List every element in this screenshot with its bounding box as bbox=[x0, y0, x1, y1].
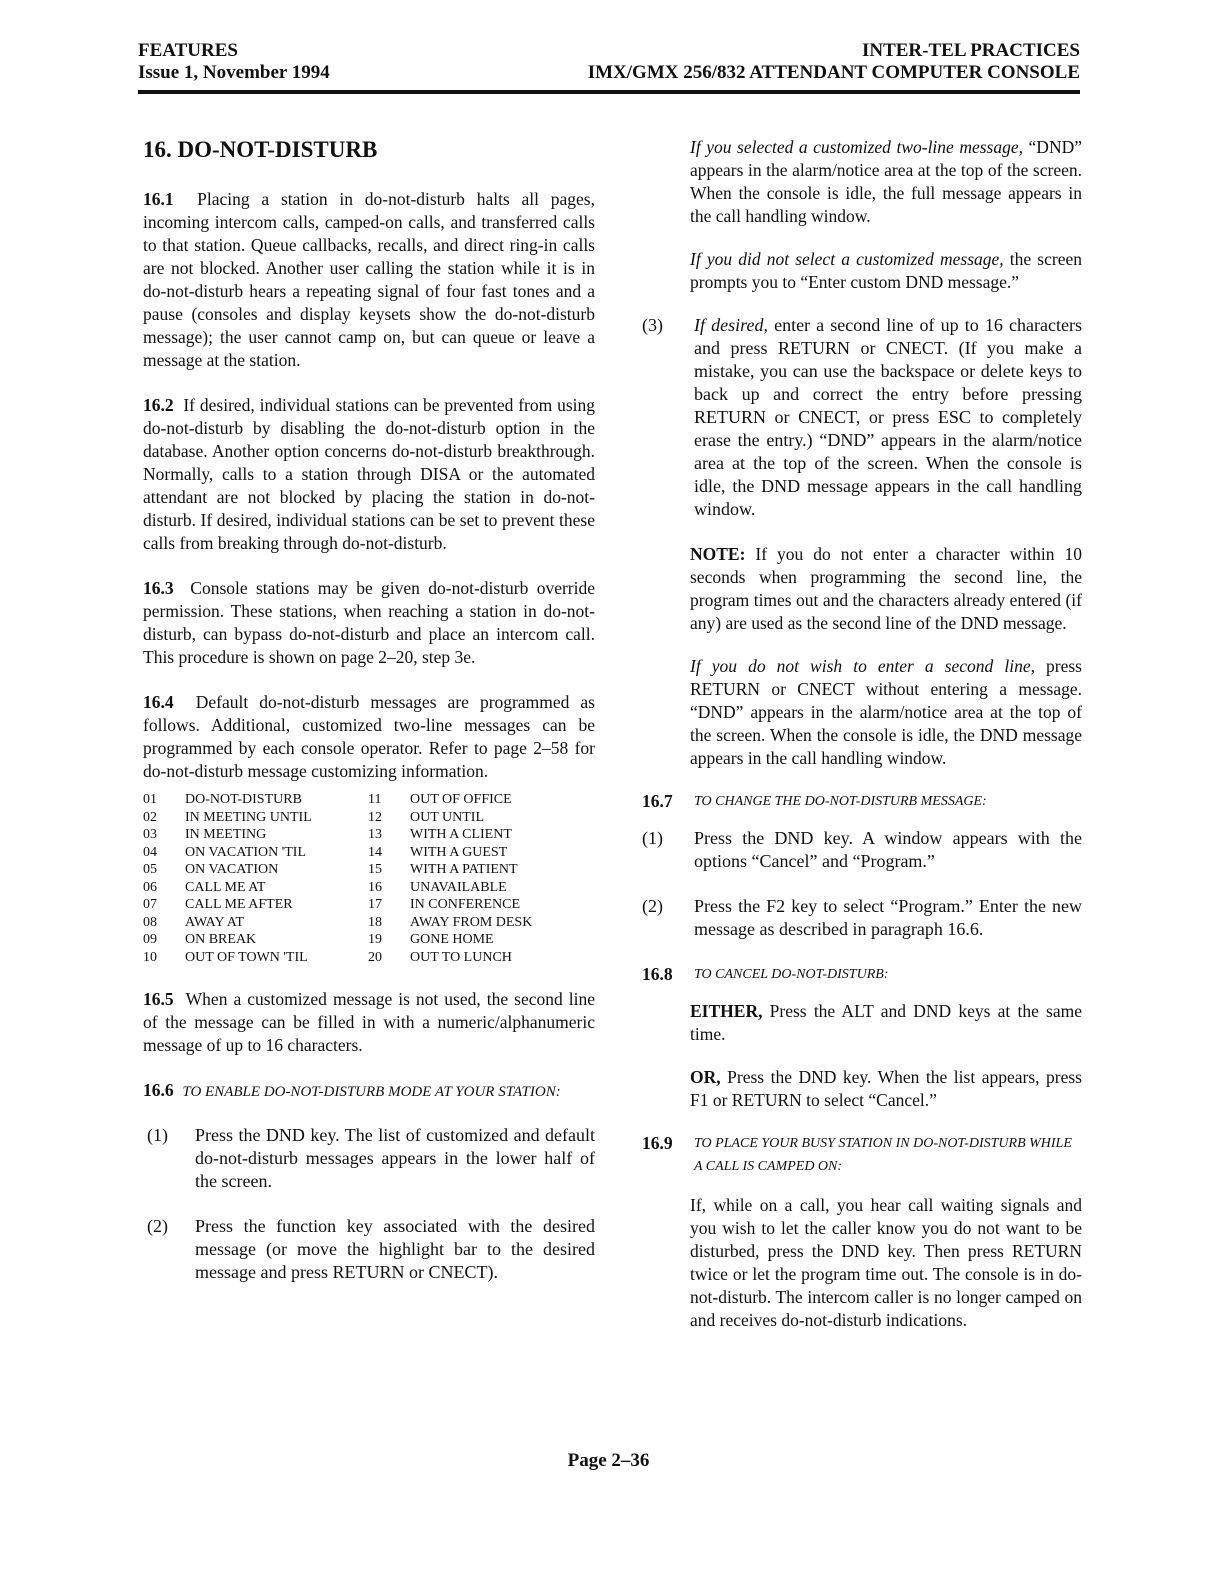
no-second-line-result bbox=[690, 655, 1082, 770]
step-number: (3) bbox=[642, 315, 663, 335]
step-number: (1) bbox=[642, 828, 663, 848]
note-text: If you do not enter a character within 10 seconds when programming the second line, the program times out and the characters already entered (if any) are used as the second line of the DND message. bbox=[690, 544, 1082, 633]
customized-message-result bbox=[690, 136, 1082, 228]
message-row: 04 ON VACATION 'TIL bbox=[143, 844, 307, 860]
condition-lead: If you do not wish to enter a second line, bbox=[690, 656, 1035, 676]
header-product: IMX/GMX 256/832 ATTENDANT COMPUTER CONSOLE bbox=[587, 62, 1080, 83]
message-row: 06 CALL ME AT bbox=[143, 879, 266, 895]
paragraph-16-1 bbox=[143, 188, 595, 372]
message-row: 13 WITH A CLIENT bbox=[368, 827, 512, 842]
message-row: 16 UNAVAILABLE bbox=[368, 879, 507, 895]
condition-lead: If you did not select a customized message, bbox=[690, 249, 1004, 269]
option-lead: OR, bbox=[690, 1067, 721, 1087]
paragraph-16-6 bbox=[143, 1079, 595, 1104]
message-row: 15 WITH A PATIENT bbox=[368, 862, 518, 877]
step-16-6-2 bbox=[143, 1215, 595, 1284]
para-text: When a customized message is not used, the second line of the message can be filled in with a numeric/alphanumeric message of up to 16 characters. bbox=[143, 989, 595, 1055]
message-row: 12 OUT UNTIL bbox=[368, 809, 485, 825]
right-column bbox=[642, 136, 1082, 1352]
message-row: 14 WITH A GUEST bbox=[368, 844, 508, 860]
procedure-heading: TO CHANGE THE DO-NOT-DISTURB MESSAGE: bbox=[694, 794, 987, 809]
note-lead: NOTE: bbox=[690, 544, 746, 564]
message-row: 05 ON VACATION bbox=[143, 862, 279, 877]
para-text: Default do-not-disturb messages are programmed as follows. Additional, customized two-line messages can be programmed by each console operator. Refer to page 2–58 for do-not-disturb message customizing information. bbox=[143, 692, 595, 781]
procedure-heading: TO PLACE YOUR BUSY STATION IN DO-NOT-DISTURB WHILE A CALL IS CAMPED ON: bbox=[694, 1136, 1072, 1174]
message-row: 08 AWAY AT bbox=[143, 914, 244, 930]
message-row: 18 AWAY FROM DESK bbox=[368, 914, 533, 930]
option-text: Press the ALT and DND keys at the same time. bbox=[690, 1001, 1082, 1044]
non-customized-message-result bbox=[690, 248, 1082, 294]
para-number: 16.8 bbox=[642, 964, 673, 984]
paragraph-16-7 bbox=[642, 790, 1082, 813]
condition-lead: If you selected a customized two-line message, bbox=[690, 137, 1024, 157]
step-text: Press the function key associated with the desired message (or move the highlight bar to the desired message and press RETURN or CNECT). bbox=[195, 1216, 595, 1282]
header-issue: Issue 1, November 1994 bbox=[138, 62, 330, 83]
left-column bbox=[143, 136, 595, 1306]
note bbox=[690, 543, 1082, 635]
step-16-6-3 bbox=[638, 314, 1082, 521]
message-row: 02 IN MEETING UNTIL bbox=[143, 809, 312, 825]
default-message-table bbox=[143, 791, 595, 966]
page-number: Page 2–36 bbox=[567, 1450, 650, 1471]
para-number: 16.3 bbox=[143, 578, 174, 598]
header-practices: INTER-TEL PRACTICES bbox=[861, 40, 1080, 61]
message-row: 10 OUT OF TOWN 'TIL bbox=[143, 949, 308, 965]
step-16-6-1 bbox=[143, 1124, 595, 1193]
cancel-option-or bbox=[690, 1066, 1082, 1112]
message-row: 01 DO-NOT-DISTURB bbox=[143, 792, 302, 807]
para-text: Placing a station in do-not-disturb halts all pages, incoming intercom calls, camped-on calls, and transferred calls to that station. Queue callbacks, recalls, and direct ring-in calls are not blocked. Another user calling the station while it is in do-not-disturb hears a repeating signal of four fast tones and a pause (consoles and display keysets show the do-not-disturb message); the user cannot camp on, but can queue or leave a message at the station. bbox=[143, 189, 595, 370]
condition-text: press RETURN or CNECT without entering a message. “DND” appears in the alarm/notice area at the top of the screen. When the console is idle, the DND message appears in the call handling window. bbox=[690, 656, 1082, 768]
paragraph-16-8 bbox=[642, 963, 1082, 986]
para-text: If desired, individual stations can be prevented from using do-not-disturb by disabling the do-not-disturb option in the database. Another option concerns do-not-disturb breakthrough. Normally, calls to a station through DISA or the automated attendant are not blocked by placing the station in do-not-disturb. If desired, individual stations can be set to prevent these calls from breaking through do-not-disturb. bbox=[143, 395, 595, 553]
step-16-7-2 bbox=[638, 895, 1082, 941]
option-lead: EITHER, bbox=[690, 1001, 763, 1021]
header-rule bbox=[138, 90, 1080, 94]
step-text: Press the DND key. The list of customized and default do-not-disturb messages appears in the lower half of the screen. bbox=[195, 1125, 595, 1191]
para-number: 16.6 bbox=[143, 1080, 174, 1100]
procedure-heading: TO ENABLE DO-NOT-DISTURB MODE AT YOUR STATION: bbox=[182, 1084, 561, 1100]
step-text: Press the DND key. A window appears with the options “Cancel” and “Program.” bbox=[694, 828, 1082, 871]
paragraph-16-4 bbox=[143, 691, 595, 783]
paragraph-16-5 bbox=[143, 988, 595, 1057]
cancel-option-either bbox=[690, 1000, 1082, 1046]
paragraph-16-3 bbox=[143, 577, 595, 669]
para-text: Console stations may be given do-not-disturb override permission. These stations, when reaching a station in do-not-disturb, can bypass do-not-disturb and place an intercom call. This procedure is shown on page 2–20, step 3e. bbox=[143, 578, 596, 667]
message-row: 19 GONE HOME bbox=[368, 932, 494, 947]
message-column-left bbox=[143, 791, 368, 966]
message-row: 09 ON BREAK bbox=[143, 932, 257, 947]
step-number: (2) bbox=[147, 1216, 168, 1236]
step-text: If desired, enter a second line of up to 16 characters and press RETURN or CNECT. (If you make a mistake, you can use the backspace or delete keys to back up and correct the entry before pressing RETURN or CNECT, or press ESC to completely erase the entry.) “DND” appears in the alarm/notice area at the top of the screen. When the console is idle, the DND message appears in the call handling window. bbox=[694, 315, 1082, 519]
message-row: 07 CALL ME AFTER bbox=[143, 897, 293, 912]
camped-on-dnd-text: If, while on a call, you hear call waiting signals and you wish to let the caller know you do not want to be disturbed, press the DND key. Then press RETURN twice or let the program time out. The console is in do-not-disturb. The intercom caller is no longer camped on and receives do-not-disturb indications. bbox=[690, 1195, 1082, 1330]
para-number: 16.5 bbox=[143, 989, 174, 1009]
option-text: Press the DND key. When the list appears, press F1 or RETURN to select “Cancel.” bbox=[690, 1067, 1082, 1110]
message-column-right bbox=[368, 791, 593, 966]
step-number: (2) bbox=[642, 896, 663, 916]
step-number: (1) bbox=[147, 1125, 168, 1145]
condition-text: the screen prompts you to “Enter custom DND message.” bbox=[690, 249, 1082, 292]
para-number: 16.4 bbox=[143, 692, 174, 712]
para-number: 16.1 bbox=[143, 189, 174, 209]
para-number: 16.9 bbox=[642, 1133, 673, 1153]
message-row: 17 IN CONFERENCE bbox=[368, 897, 521, 912]
step-16-7-1 bbox=[638, 827, 1082, 873]
message-row: 20 OUT TO LUNCH bbox=[368, 949, 512, 965]
message-row: 03 IN MEETING bbox=[143, 827, 267, 842]
message-row: 11 OUT OF OFFICE bbox=[368, 792, 512, 807]
paragraph-16-2 bbox=[143, 394, 595, 555]
section-title: 16. DO-NOT-DISTURB bbox=[143, 137, 378, 162]
procedure-heading: TO CANCEL DO-NOT-DISTURB: bbox=[694, 967, 889, 982]
header-section: FEATURES bbox=[138, 40, 238, 61]
paragraph-16-9 bbox=[642, 1132, 1082, 1178]
condition-text: “DND” appears in the alarm/notice area at the top of the screen. When the console is idle, the full message appears in the call handling window. bbox=[690, 137, 1082, 226]
para-number: 16.7 bbox=[642, 791, 673, 811]
step-text: Press the F2 key to select “Program.” Enter the new message as described in paragraph 16.6. bbox=[694, 896, 1082, 939]
para-number: 16.2 bbox=[143, 395, 174, 415]
